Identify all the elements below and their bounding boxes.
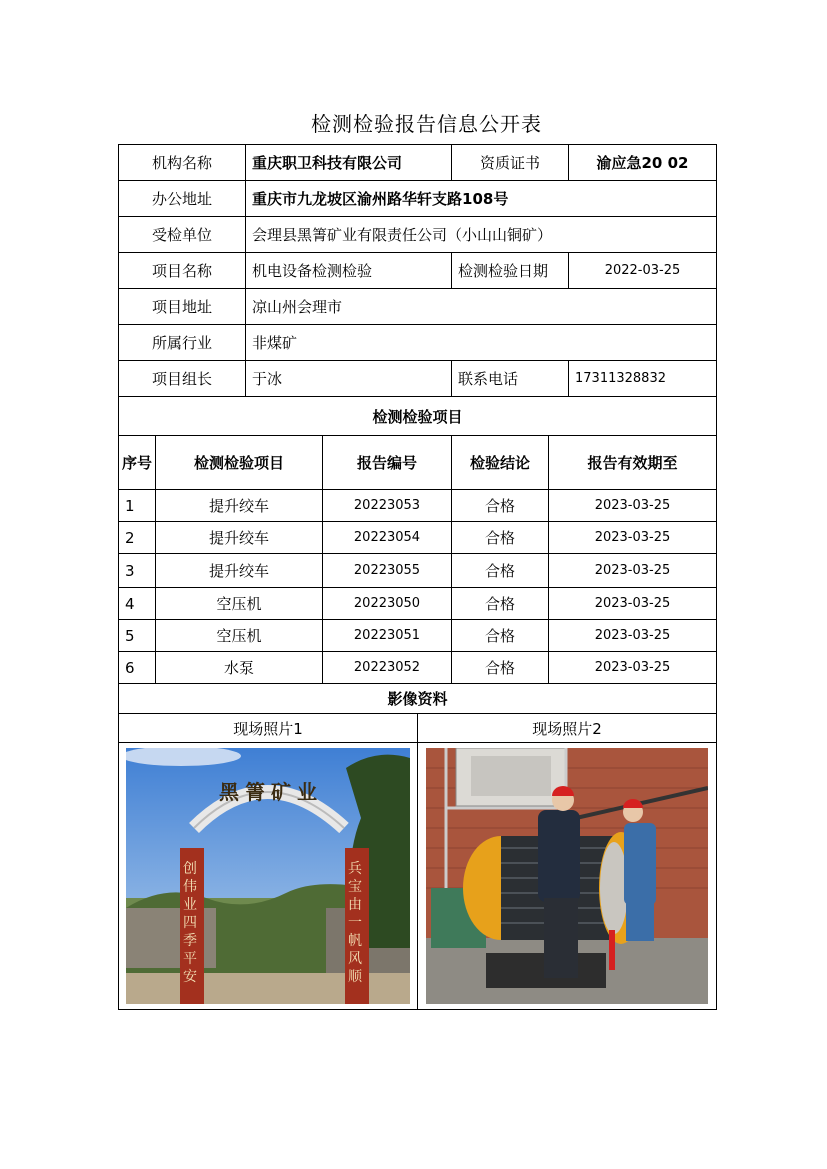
site-label: 项目地址 — [118, 288, 246, 325]
row-result: 合格 — [451, 651, 549, 684]
row-valid: 2023-03-25 — [548, 553, 717, 588]
photo2-label: 现场照片2 — [417, 713, 717, 743]
row-report-no: 20223050 — [322, 587, 452, 620]
header-valid: 报告有效期至 — [548, 435, 717, 490]
row-item: 水泵 — [155, 651, 323, 684]
leader-value: 于冰 — [245, 360, 452, 397]
leader-label: 项目组长 — [118, 360, 246, 397]
cert-label: 资质证书 — [451, 144, 569, 181]
header-result: 检验结论 — [451, 435, 549, 490]
row-seq: 1 — [118, 489, 156, 522]
date-value: 2022-03-25 — [568, 252, 717, 289]
site-value: 凉山州会理市 — [245, 288, 717, 325]
row-report-no: 20223052 — [322, 651, 452, 684]
industry-label: 所属行业 — [118, 324, 246, 361]
row-valid: 2023-03-25 — [548, 619, 717, 652]
row-item: 空压机 — [155, 619, 323, 652]
client-label: 受检单位 — [118, 216, 246, 253]
photo1-label: 现场照片1 — [118, 713, 418, 743]
project-value: 机电设备检测检验 — [245, 252, 452, 289]
header-report-no: 报告编号 — [322, 435, 452, 490]
row-item: 提升绞车 — [155, 521, 323, 554]
photo1-left-banner: 创伟业四季平安 — [183, 861, 197, 985]
photo1-right-banner: 兵宝由一帆风顺 — [348, 861, 362, 985]
row-item: 提升绞车 — [155, 553, 323, 588]
row-item: 空压机 — [155, 587, 323, 620]
phone-label: 联系电话 — [451, 360, 569, 397]
row-result: 合格 — [451, 619, 549, 652]
industry-value: 非煤矿 — [245, 324, 717, 361]
row-report-no: 20223051 — [322, 619, 452, 652]
row-report-no: 20223053 — [322, 489, 452, 522]
row-report-no: 20223054 — [322, 521, 452, 554]
project-label: 项目名称 — [118, 252, 246, 289]
photo1-mine-gate — [126, 748, 410, 1004]
cert-value: 渝应急20 02 — [568, 144, 717, 181]
phone-value: 17311328832 — [568, 360, 717, 397]
photo2-winch-inspection — [426, 748, 708, 1004]
date-label: 检测检验日期 — [451, 252, 569, 289]
header-item: 检测检验项目 — [155, 435, 323, 490]
row-valid: 2023-03-25 — [548, 587, 717, 620]
addr-value: 重庆市九龙坡区渝州路华轩支路108号 — [245, 180, 717, 217]
row-valid: 2023-03-25 — [548, 489, 717, 522]
row-result: 合格 — [451, 587, 549, 620]
row-item: 提升绞车 — [155, 489, 323, 522]
photo1-sign-text: 黑箐矿业 — [219, 780, 323, 804]
row-seq: 5 — [118, 619, 156, 652]
row-valid: 2023-03-25 — [548, 651, 717, 684]
client-value: 会理县黑箐矿业有限责任公司（小山山铜矿） — [245, 216, 717, 253]
row-seq: 2 — [118, 521, 156, 554]
row-valid: 2023-03-25 — [548, 521, 717, 554]
row-result: 合格 — [451, 521, 549, 554]
page-title: 检测检验报告信息公开表 — [311, 112, 542, 136]
images-section-title: 影像资料 — [118, 683, 717, 714]
items-section-title: 检测检验项目 — [118, 396, 717, 436]
row-seq: 6 — [118, 651, 156, 684]
row-seq: 3 — [118, 553, 156, 588]
row-result: 合格 — [451, 553, 549, 588]
addr-label: 办公地址 — [118, 180, 246, 217]
org-label: 机构名称 — [118, 144, 246, 181]
header-seq: 序号 — [118, 435, 156, 490]
row-seq: 4 — [118, 587, 156, 620]
row-report-no: 20223055 — [322, 553, 452, 588]
org-value: 重庆职卫科技有限公司 — [245, 144, 452, 181]
row-result: 合格 — [451, 489, 549, 522]
